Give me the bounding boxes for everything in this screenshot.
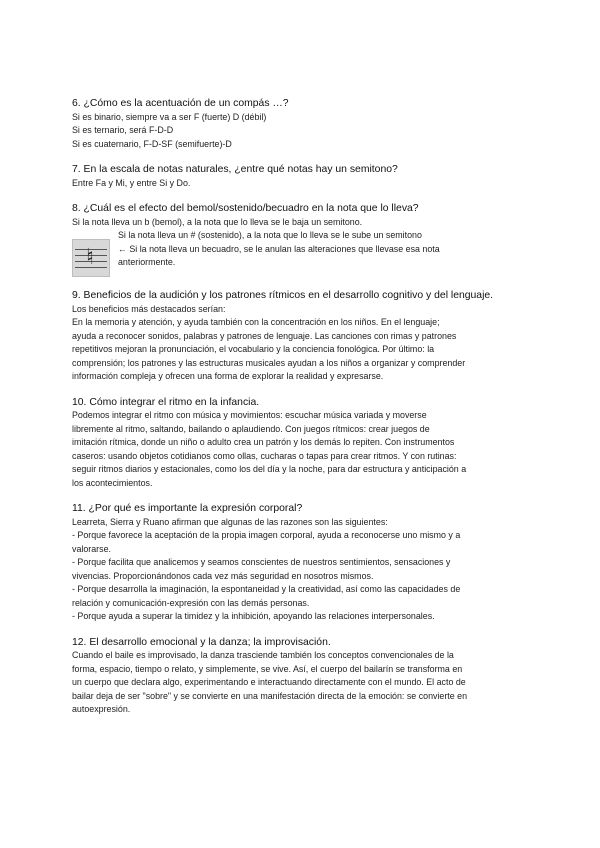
question-10 — [72, 396, 528, 491]
body-line: valorarse. — [72, 543, 111, 554]
document-page — [72, 97, 528, 729]
body-line: anteriormente. — [118, 257, 176, 267]
question-title: 11. ¿Por qué es importante la expresión corporal? — [72, 503, 303, 514]
body-line: repetitivos mejoran la pronunciación, el vocabulario y la conciencia fonológica. Por último: la — [72, 344, 435, 354]
body-line: vivencias. Proporcionándonos cada vez más seguridad en nosotros mismos. — [72, 570, 374, 581]
body-line: seguir ritmos diarios y estacionales, como los del día y la noche, para dar estructura y anticipación a — [72, 464, 467, 474]
body-line: - Porque favorece la aceptación de la propia imagen corporal, ayuda a reconocerse uno mismo y a — [72, 530, 461, 540]
question-title: 7. En la escala de notas naturales, ¿entre qué notas hay un semitono? — [72, 164, 398, 175]
question-body — [72, 111, 528, 152]
body-line: Si la nota lleva un b (bemol), a la nota que lo lleva se le baja un semitono. — [72, 216, 363, 227]
question-body — [72, 409, 528, 490]
question-title: 10. Cómo integrar el ritmo en la infancia. — [72, 396, 260, 408]
body-line: ← Si la nota lleva un becuadro, se le anulan las alteraciones que llevase esa nota — [118, 243, 440, 254]
body-line: comprensión; los patrones y las estructuras musicales ayudan a los niños a organizar y comprender — [72, 357, 466, 368]
body-line: imitación rítmica, donde un niño o adulto crea un patrón y los demás lo repiten. Con instrumentos — [72, 437, 455, 447]
question-body — [72, 177, 528, 191]
body-line: Cuando el baile es improvisado, la danza trasciende también los conceptos convencionales de la — [72, 650, 454, 660]
question-title: 8. ¿Cuál es el efecto del bemol/sostenido/becuadro en la nota que lo lleva? — [72, 203, 419, 214]
question-title: 12. El desarrollo emocional y la danza; la improvisación. — [72, 636, 331, 648]
body-line: forma, espacio, tiempo o relato, y simplemente, se vive. Así, el cuerpo del bailarín se transforma en — [72, 663, 463, 674]
question-11 — [72, 502, 528, 624]
body-line: Learreta, Sierra y Ruano afirman que algunas de las razones son las siguientes: — [72, 516, 388, 527]
question-title: 6. ¿Cómo es la acentuación de un compás …? — [72, 98, 289, 109]
body-line: caseros: usando objetos cotidianos como ollas, cucharas o tapas para crear ritmos. Y con rutinas: — [72, 450, 457, 461]
question-body — [72, 649, 528, 717]
body-line: los acontecimientos. — [72, 477, 153, 488]
body-line: Si la nota lleva un # (sostenido), a la nota que lo lleva se le sube un semitono — [118, 230, 422, 240]
image-with-text — [72, 229, 528, 277]
question-body — [72, 516, 528, 624]
question-body — [72, 216, 528, 278]
body-line: En la memoria y atención, y ayuda también con la concentración en los niños. En el lenguaje; — [72, 317, 440, 327]
question-8 — [72, 202, 528, 277]
body-line: información compleja y ofrecen una forma de explorar la realidad y expresarse. — [72, 371, 384, 381]
body-line: - Porque desarrolla la imaginación, la espontaneidad y la creatividad, así como las capacidades de — [72, 584, 461, 594]
question-6 — [72, 97, 528, 151]
body-line: relación y comunicación-expresión con las demás personas. — [72, 597, 310, 608]
body-line: - Porque facilita que analicemos y seamos conscientes de nuestros sentimientos, sensaciones y — [72, 557, 451, 567]
body-line: - Porque ayuda a superar la timidez y la inhibición, apoyando las relaciones interpersonales. — [72, 611, 435, 621]
body-line: libremente al ritmo, saltando, bailando o aplaudiendo. Con juegos rítmicos: crear juegos de — [72, 423, 430, 434]
natural-sign-icon: ♮ — [72, 239, 110, 277]
question-body — [72, 303, 528, 384]
body-line: Si es ternario, será F-D-D — [72, 125, 174, 135]
body-line: Si es binario, siempre va a ser F (fuerte) D (débil) — [72, 111, 267, 122]
body-line: autoexpresión. — [72, 704, 131, 714]
body-line: Podemos integrar el ritmo con música y movimientos: escuchar música variada y moverse — [72, 410, 427, 420]
body-line: Los beneficios más destacados serían: — [72, 303, 226, 314]
question-7 — [72, 163, 528, 190]
question-title: 9. Beneficios de la audición y los patrones rítmicos en el desarrollo cognitivo y del lenguaje. — [72, 290, 494, 301]
body-line: bailar deja de ser "sobre" y se convierte en una manifestación directa de la emoción: se convierte en — [72, 690, 468, 701]
question-9 — [72, 289, 528, 384]
body-line: un cuerpo que declara algo, experimentando e interactuando directamente con el mundo. El acto de — [72, 677, 466, 687]
question-12 — [72, 636, 528, 717]
body-line: Entre Fa y Mi, y entre Si y Do. — [72, 177, 191, 188]
body-line: Si es cuaternario, F-D-SF (semifuerte)-D — [72, 138, 232, 149]
body-line: ayuda a reconocer sonidos, palabras y patrones de lenguaje. Las canciones con rimas y patrones — [72, 330, 457, 341]
